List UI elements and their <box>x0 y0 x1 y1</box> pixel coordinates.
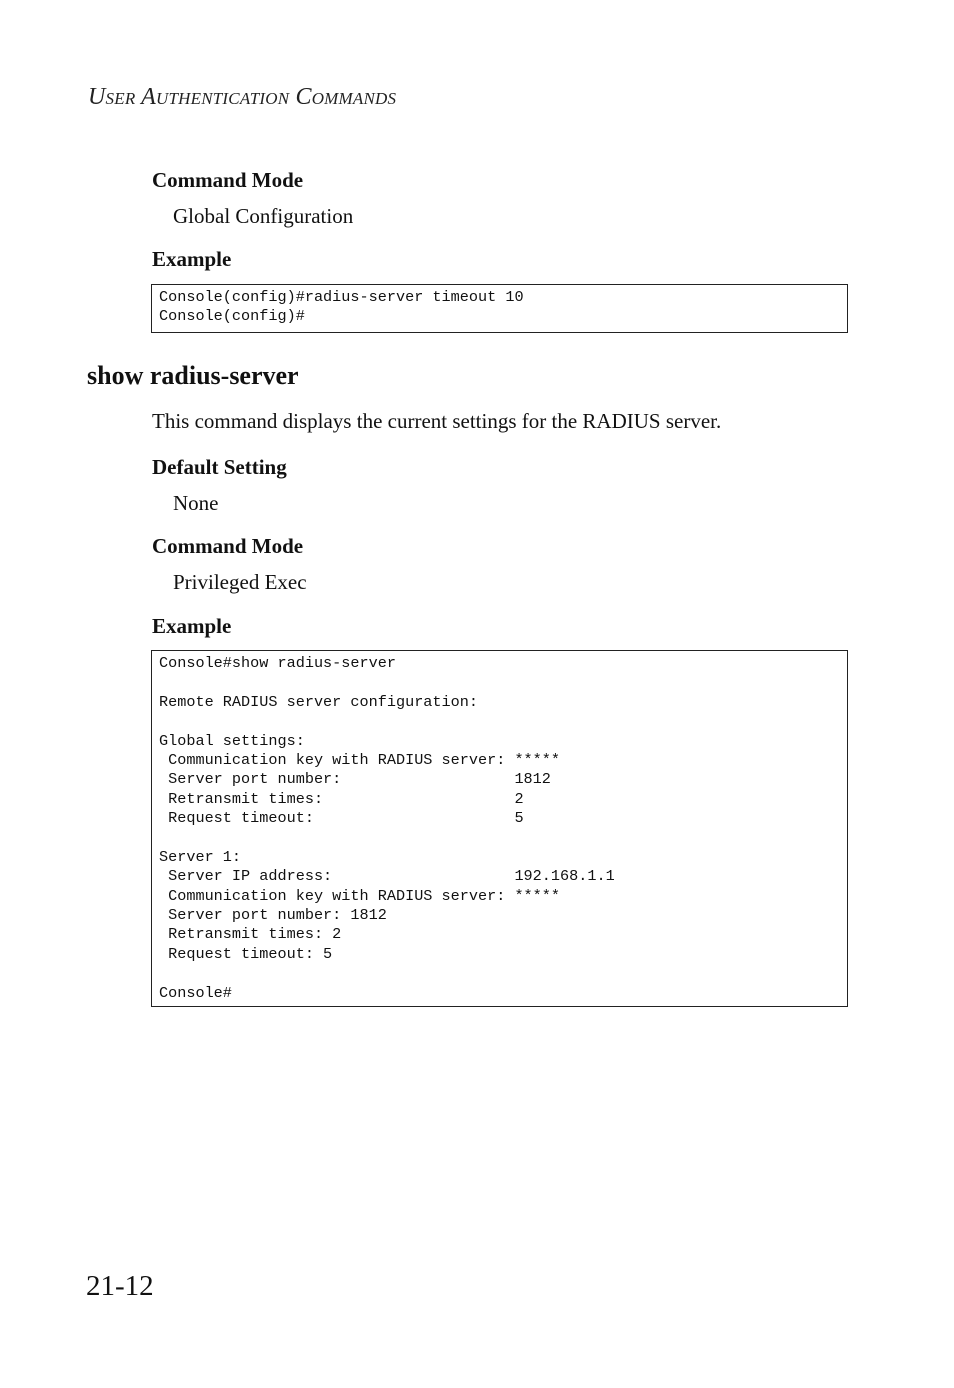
section-title: show radius-server <box>87 361 299 390</box>
command-mode-heading: Command Mode <box>152 534 304 558</box>
command-mode-heading: Command Mode <box>152 168 304 192</box>
code-line <box>159 829 840 848</box>
code-line: Console#show radius-server <box>159 654 396 672</box>
code-line <box>159 673 840 692</box>
example-heading: Example <box>152 247 232 271</box>
code-line: Retransmit times: 2 <box>159 789 524 808</box>
code-line: Retransmit times: 2 <box>159 925 342 944</box>
code-line: Remote RADIUS server configuration: <box>159 692 478 711</box>
default-setting-value: None <box>173 491 219 515</box>
section-description: This command displays the current settings for the RADIUS server. <box>152 409 722 433</box>
command-mode-value: Global Configuration <box>173 204 354 228</box>
example-code-block <box>151 650 848 1007</box>
code-line: Server port number: 1812 <box>159 770 551 789</box>
code-line: Server 1: <box>159 847 242 866</box>
default-setting-heading: Default Setting <box>152 455 287 479</box>
code-line <box>159 964 840 983</box>
code-line: Server port number: 1812 <box>159 906 387 925</box>
running-header: User Authentication Commands <box>88 84 397 110</box>
code-line: Communication key with RADIUS server: ***** <box>159 750 561 769</box>
command-mode-value: Privileged Exec <box>173 570 307 594</box>
example-heading: Example <box>152 614 232 638</box>
code-line: Global settings: <box>159 731 305 750</box>
page-number: 21-12 <box>86 1270 154 1302</box>
code-line: Request timeout: 5 <box>159 944 333 963</box>
code-line: Server IP address: 192.168.1.1 <box>159 867 615 886</box>
code-line <box>159 712 840 731</box>
code-line: Communication key with RADIUS server: ***** <box>159 886 561 905</box>
code-line: Console(config)#radius-server timeout 10 <box>159 288 524 306</box>
code-line: Console# <box>159 983 232 1002</box>
code-line: Request timeout: 5 <box>159 809 524 828</box>
example-code-block <box>151 284 848 333</box>
code-line: Console(config)# <box>159 307 305 326</box>
